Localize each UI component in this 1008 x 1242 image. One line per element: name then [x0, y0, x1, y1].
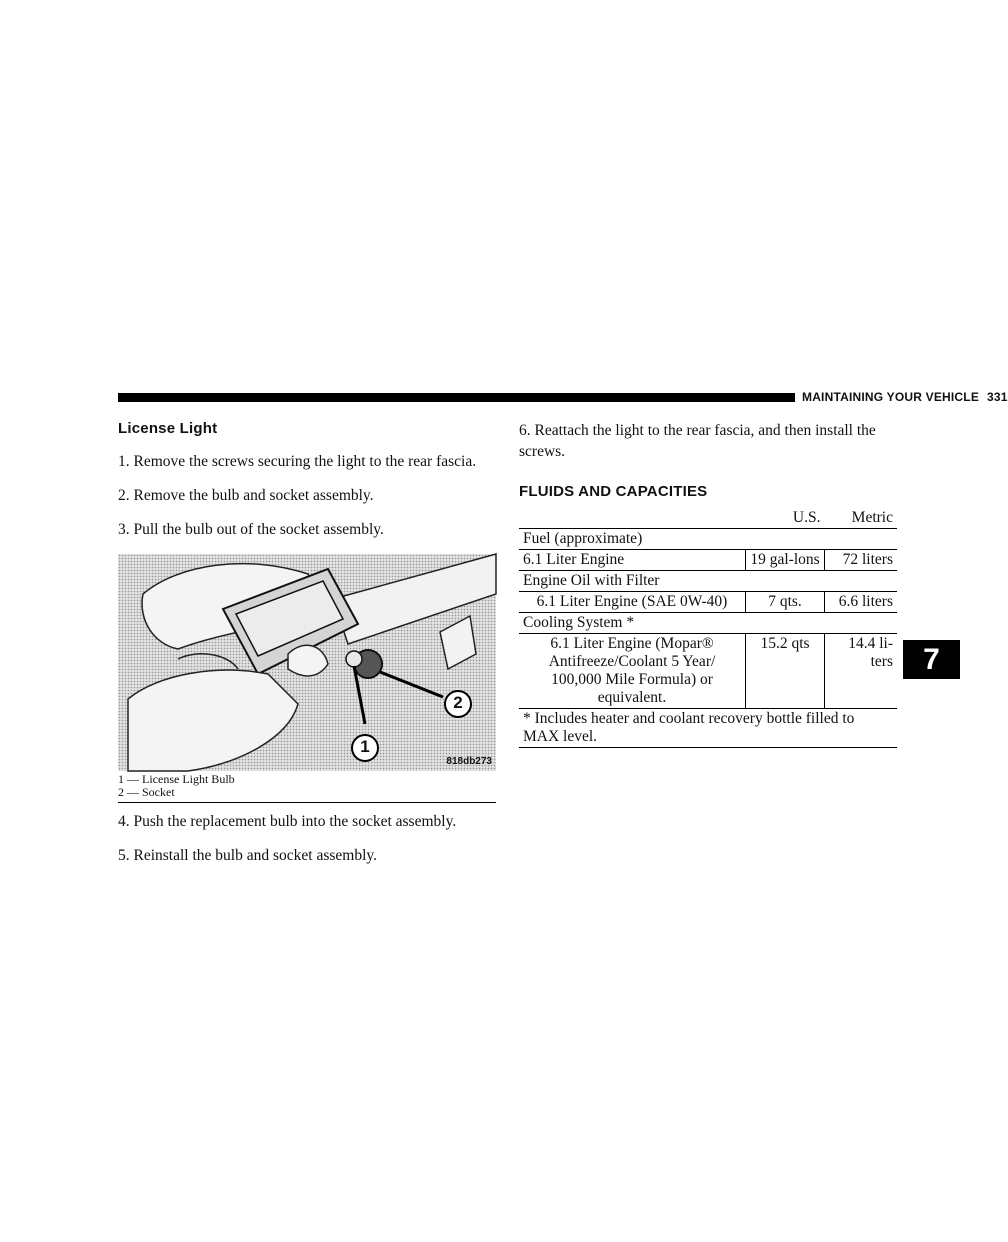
table-row: Cooling System * — [519, 613, 897, 634]
table-row: Fuel (approximate) — [519, 529, 897, 550]
callout-1: 1 — [360, 737, 370, 756]
callout-2: 2 — [453, 693, 463, 712]
table-footnote-row: * Includes heater and coolant recovery bottle filled to MAX level. — [519, 709, 897, 748]
table-row: Engine Oil with Filter — [519, 571, 897, 592]
running-head-section: MAINTAINING YOUR VEHICLE — [802, 390, 980, 404]
section-heading-license-light: License Light — [118, 420, 218, 437]
step-1: 1. Remove the screws securing the light to the rear fascia. — [118, 453, 477, 470]
caption-line-1: 1 — License Light Bulb — [118, 772, 235, 786]
section-heading-fluids: FLUIDS AND CAPACITIES — [519, 483, 708, 500]
fluids-capacities-table — [519, 508, 897, 748]
step-3: 3. Pull the bulb out of the socket assembly. — [118, 521, 384, 538]
figure-code: 818db273 — [446, 756, 492, 767]
left-column — [118, 420, 496, 866]
page-number: 331 — [987, 390, 1008, 404]
table-row: 6.1 Liter Engine 19 gal-lons 72 liters — [519, 550, 897, 571]
header-rule — [118, 393, 795, 402]
caption-line-2: 2 — Socket — [118, 785, 175, 799]
table-row: 6.1 Liter Engine (Mopar® Antifreeze/Coolant 5 Year/ 100,000 Mile Formula) or equivalent. 15.2 qts 14.4 li-ters — [519, 634, 897, 709]
license-light-illustration — [118, 554, 496, 771]
figure-caption — [118, 771, 496, 803]
header-metric: Metric — [825, 508, 898, 529]
step-4: 4. Push the replacement bulb into the socket assembly. — [118, 813, 457, 830]
running-head — [802, 390, 1008, 404]
step-6: 6. Reattach the light to the rear fascia, and then install the screws. — [519, 422, 876, 460]
right-column — [519, 420, 897, 748]
step-5: 5. Reinstall the bulb and socket assembly. — [118, 847, 378, 864]
header-us: U.S. — [746, 508, 825, 529]
chapter-tab: 7 — [903, 640, 960, 679]
table-row: 6.1 Liter Engine (SAE 0W-40) 7 qts. 6.6 liters — [519, 592, 897, 613]
table-header-row — [519, 508, 897, 529]
step-2: 2. Remove the bulb and socket assembly. — [118, 487, 374, 504]
